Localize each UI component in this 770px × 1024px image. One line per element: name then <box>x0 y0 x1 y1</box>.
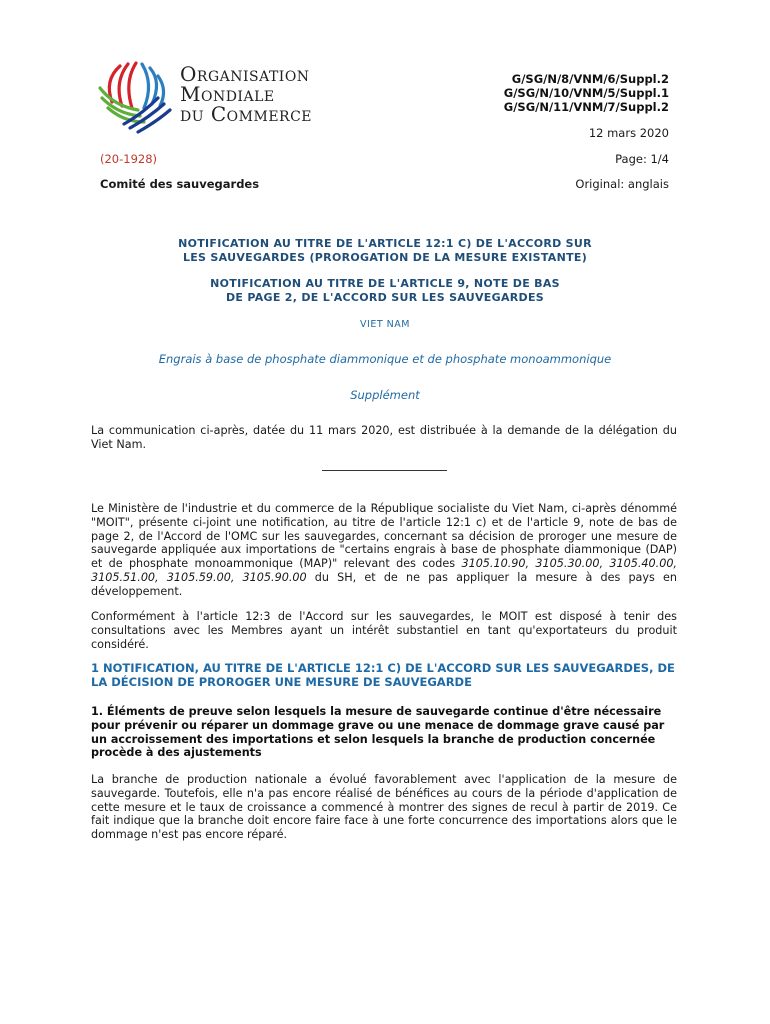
product-subject: Engrais à base de phosphate diammonique et de phosphate monoammonique <box>158 352 612 366</box>
org-name-line2: Mondiale <box>180 82 275 106</box>
committee-name: Comité des sauvegardes <box>100 177 260 191</box>
document-symbols <box>504 72 669 114</box>
paragraph-text: du SH, et de ne pas appliquer la mesure à des pays en développement. <box>91 570 678 598</box>
title-line: NOTIFICATION AU TITRE DE L'ARTICLE 12:1 C) DE L'ACCORD SUR <box>178 237 592 250</box>
separator-rule <box>322 470 447 471</box>
org-name-line1: Organisation <box>180 62 310 86</box>
body-paragraph-2: Conformément à l'article 12:3 de l'Accord sur les sauvegardes, le MOIT est disposé à tenir des consultations avec les Membres ayant un intérêt substantiel en tant qu'exportateurs du produit considéré. <box>91 610 677 651</box>
title-line: DE PAGE 2, DE L'ACCORD SUR LES SAUVEGARDES <box>225 290 545 304</box>
subsection-heading: 1. Éléments de preuve selon lesquels la mesure de sauvegarde continue d'être nécessaire pour prévenir ou réparer un dommage grave ou une menace de dommage grave causé par un accroissement des importations et selon lesquels la branche de production concernée procède à des ajustements <box>91 705 665 760</box>
member-name: VIET NAM <box>360 319 410 330</box>
wto-logo-icon <box>90 58 180 134</box>
document-reference: (20-1928) <box>100 152 158 166</box>
hs-codes: 3105.10.90, 3105.30.00, 3105.40.00, 3105.51.00, 3105.59.00, 3105.90.00 <box>91 557 677 584</box>
notification-title-1 <box>100 237 670 264</box>
organization-name <box>180 64 312 124</box>
document-symbol: G/SG/N/8/VNM/6/Suppl.2 <box>511 72 669 86</box>
intro-paragraph: La communication ci-après, datée du 11 mars 2020, est distribuée à la demande de la délégation du Viet Nam. <box>91 424 677 451</box>
document-symbol: G/SG/N/10/VNM/5/Suppl.1 <box>503 86 669 100</box>
section-heading: 1 NOTIFICATION, AU TITRE DE L'ARTICLE 12:1 C) DE L'ACCORD SUR LES SAUVEGARDES, DE LA DÉCISION DE PROROGER UNE MESURE DE SAUVEGARDE <box>91 661 675 689</box>
page-number: Page: 1/4 <box>615 152 669 166</box>
document-date: 12 mars 2020 <box>588 126 669 140</box>
title-line: LES SAUVEGARDES (PROROGATION DE LA MESURE EXISTANTE) <box>182 250 588 264</box>
original-language: Original: anglais <box>575 177 669 191</box>
title-line: NOTIFICATION AU TITRE DE L'ARTICLE 9, NOTE DE BAS <box>210 277 560 290</box>
notification-title-2 <box>100 277 670 304</box>
supplement-label: Supplément <box>350 388 420 402</box>
body-paragraph-1 <box>91 502 677 599</box>
paragraph-text: Le Ministère de l'industrie et du commerce de la République socialiste du Viet Nam, ci-après dénommé "MOIT", présente ci-joint une notification, au titre de l'article 12:1 c) et de l'article 9, note de bas de page 2, de l'Accord de l'OMC sur les sauvegardes, concernant sa décision de proroger une mesure de sauvegarde appliquée aux importations de "certains engrais à base de phosphate diammonique (DAP) et de phosphate monoammonique (MAP)" relevant des codes <box>91 502 677 571</box>
document-symbol: G/SG/N/11/VNM/7/Suppl.2 <box>503 100 669 114</box>
body-paragraph-3: La branche de production nationale a évolué favorablement avec l'application de la mesure de sauvegarde. Toutefois, elle n'a pas encore réalisé de bénéfices au cours de la période d'application de cette mesure et le taux de croissance a commencé à montrer des signes de recul à partir de 2019. Ce fait indique que la branche doit encore faire face à une forte concurrence des importations alors que le dommage n'est pas encore réparé. <box>91 773 677 842</box>
org-name-line3: du Commerce <box>180 102 313 126</box>
